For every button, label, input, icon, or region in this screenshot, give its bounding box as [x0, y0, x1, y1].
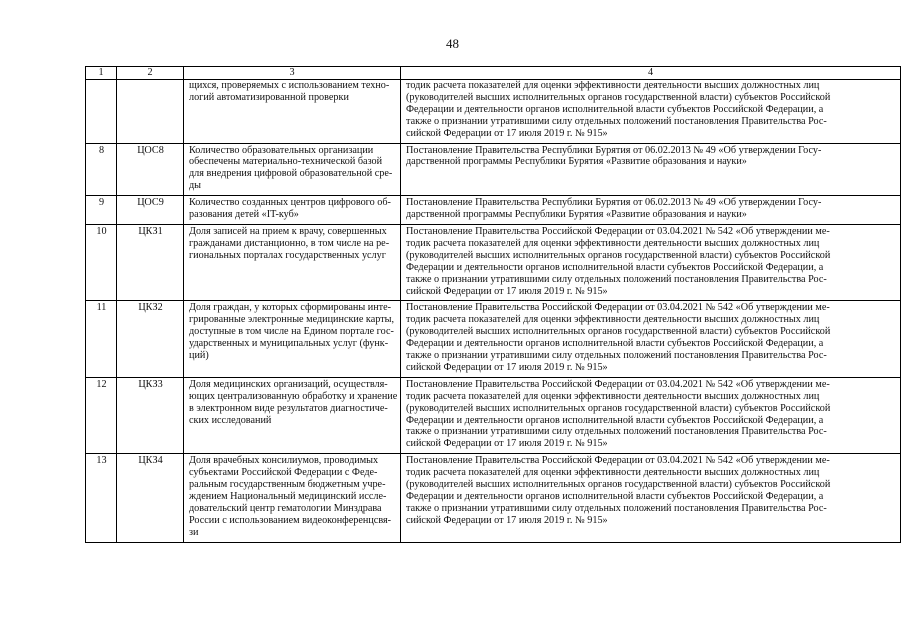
indicator-name: [184, 377, 401, 453]
legal-basis: [401, 454, 901, 542]
row-number: 9: [86, 196, 117, 225]
indicator-name: [184, 454, 401, 542]
indicator-name-line: Доля медицинских организаций, осуществля-: [189, 378, 388, 390]
legal-basis: [401, 377, 901, 453]
indicator-code: ЦОС9: [117, 196, 184, 225]
header-row: [86, 67, 901, 80]
indicator-name-line: разования детей «IT-куб»: [189, 209, 299, 221]
indicator-name-line: Количество образовательных организации: [189, 144, 374, 156]
table-row: [86, 224, 901, 300]
indicator-name-line: грированные электронные медицинские карты,: [189, 314, 395, 326]
indicator-name-line: обеспечены материально-технической базой: [189, 156, 383, 168]
legal-basis-line: (руководителей высших исполнительных органов государственной власти) субъектов Российской: [406, 91, 831, 103]
legal-basis-line: дарственной программы Республики Бурятия «Развитие образования и науки»: [406, 156, 747, 168]
indicator-name: [184, 143, 401, 196]
indicator-name-line: гражданами дистанционно, в том числе на ре-: [189, 237, 390, 249]
row-number: 8: [86, 143, 117, 196]
indicator-name: [184, 80, 401, 144]
legal-basis-line: также о признании утратившими силу отдельных положений постановления Правительства Рос-: [406, 426, 827, 438]
legal-basis: [401, 80, 901, 144]
legal-basis-line: Постановление Правительства Российской Федерации от 03.04.2021 № 542 «Об утверждении ме-: [406, 302, 830, 314]
legal-basis-line: тодик расчета показателей для оценки эффективности деятельности высших должностных лиц: [406, 80, 820, 91]
indicator-code: ЦКЗ2: [117, 301, 184, 377]
page-number: 48: [446, 36, 459, 51]
row-number: 11: [86, 301, 117, 377]
legal-basis-line: тодик расчета показателей для оценки эффективности деятельности высших должностных лиц: [406, 467, 820, 479]
table-row: [86, 377, 901, 453]
table-row: [86, 80, 901, 144]
table-row: [86, 143, 901, 196]
indicator-name-line: в электронном виде результатов диагностиче-: [189, 402, 388, 414]
legal-basis-line: также о признании утратившими силу отдельных положений постановления Правительства Рос-: [406, 273, 827, 285]
legal-basis-line: Федерации и деятельности органов исполнительной власти субъектов Российской Федерации, а: [406, 103, 824, 115]
legal-basis-line: (руководителей высших исполнительных органов государственной власти) субъектов Российской: [406, 249, 831, 261]
legal-basis: [401, 224, 901, 300]
indicator-name-line: ударственных и муниципальных услуг (функ-: [189, 338, 389, 350]
header-cell: 2: [117, 67, 184, 80]
legal-basis-line: Федерации и деятельности органов исполнительной власти субъектов Российской Федерации, а: [406, 338, 824, 350]
legal-basis-line: сийской Федерации от 17 июля 2019 г. № 915»: [406, 285, 608, 297]
legal-basis-line: Постановление Правительства Республики Бурятия от 06.02.2013 № 49 «Об утверждении Госу-: [406, 197, 822, 209]
row-number: 12: [86, 377, 117, 453]
table-row: [86, 196, 901, 225]
legal-basis-line: сийской Федерации от 17 июля 2019 г. № 915»: [406, 361, 608, 373]
legal-basis-line: Постановление Правительства Российской Федерации от 03.04.2021 № 542 «Об утверждении ме-: [406, 225, 830, 237]
indicators-table: [85, 66, 901, 543]
legal-basis: [401, 143, 901, 196]
legal-basis-line: Федерации и деятельности органов исполнительной власти субъектов Российской Федерации, а: [406, 261, 824, 273]
indicator-name-line: гиональных порталах государственных услуг: [189, 249, 386, 261]
indicator-code: ЦКЗ4: [117, 454, 184, 542]
row-number: 10: [86, 224, 117, 300]
indicator-name-line: доступные в том числе на Едином портале гос-: [189, 326, 394, 338]
header-cell: 4: [401, 67, 901, 80]
header-cell: 1: [86, 67, 117, 80]
legal-basis-line: тодик расчета показателей для оценки эффективности деятельности высших должностных лиц: [406, 314, 820, 326]
row-number: 13: [86, 454, 117, 542]
legal-basis: [401, 301, 901, 377]
legal-basis-line: тодик расчета показателей для оценки эффективности деятельности высших должностных лиц: [406, 390, 820, 402]
legal-basis-line: (руководителей высших исполнительных органов государственной власти) субъектов Российской: [406, 479, 831, 491]
indicator-name-line: ральным государственным бюджетным учре-: [189, 479, 386, 491]
table-row: [86, 454, 901, 542]
legal-basis-line: также о признании утратившими силу отдельных положений постановления Правительства Рос-: [406, 502, 827, 514]
indicator-name-line: ций): [189, 350, 209, 362]
indicator-name-line: ских исследований: [189, 414, 272, 426]
legal-basis-line: Федерации и деятельности органов исполнительной власти субъектов Российской Федерации, а: [406, 414, 824, 426]
legal-basis-line: Постановление Правительства Российской Федерации от 03.04.2021 № 542 «Об утверждении ме-: [406, 455, 830, 467]
indicator-code: ЦКЗ1: [117, 224, 184, 300]
legal-basis-line: Постановление Правительства Республики Бурятия от 06.02.2013 № 49 «Об утверждении Госу-: [406, 144, 822, 156]
legal-basis: [401, 196, 901, 225]
indicator-name-line: для внедрения цифровой образовательной сре-: [189, 168, 393, 180]
indicator-name-line: ждением Национальный медицинский иссле-: [189, 491, 387, 502]
indicator-name: [184, 301, 401, 377]
indicator-name-line: субъектами Российской Федерации с Феде-: [189, 467, 378, 479]
legal-basis-line: также о признании утратившими силу отдельных положений постановления Правительства Рос-: [406, 115, 827, 127]
indicator-name-line: логий автоматизированной проверки: [189, 91, 349, 103]
indicator-name-line: России с использованием видеоконференцсвя-: [189, 514, 392, 526]
legal-basis-line: дарственной программы Республики Бурятия «Развитие образования и науки»: [406, 209, 747, 221]
indicator-name-line: Количество созданных центров цифрового об-: [189, 197, 391, 209]
indicator-name-line: Доля врачебных консилиумов, проводимых: [189, 455, 379, 467]
legal-basis-line: сийской Федерации от 17 июля 2019 г. № 915»: [406, 127, 608, 139]
indicator-code: [117, 80, 184, 144]
indicator-name-line: зи: [189, 526, 199, 538]
legal-basis-line: сийской Федерации от 17 июля 2019 г. № 915»: [406, 514, 608, 526]
row-number: [86, 80, 117, 144]
legal-basis-line: (руководителей высших исполнительных органов государственной власти) субъектов Российской: [406, 402, 831, 414]
indicator-name-line: щихся, проверяемых с использованием техно-: [189, 80, 390, 91]
indicator-code: ЦОС8: [117, 143, 184, 196]
legal-basis-line: также о признании утратившими силу отдельных положений постановления Правительства Рос-: [406, 350, 827, 362]
header-cell: 3: [184, 67, 401, 80]
indicator-name: [184, 224, 401, 300]
legal-basis-line: тодик расчета показателей для оценки эффективности деятельности высших должностных лиц: [406, 237, 820, 249]
legal-basis-line: (руководителей высших исполнительных органов государственной власти) субъектов Российской: [406, 326, 831, 338]
legal-basis-line: Постановление Правительства Российской Федерации от 03.04.2021 № 542 «Об утверждении ме-: [406, 378, 830, 390]
indicator-name-line: ды: [189, 180, 202, 192]
indicator-name: [184, 196, 401, 225]
indicator-name-line: Доля граждан, у которых сформированы инте-: [189, 302, 392, 314]
indicator-name-line: ющих централизованную обработку и хранение: [189, 390, 398, 402]
legal-basis-line: Федерации и деятельности органов исполнительной власти субъектов Российской Федерации, а: [406, 491, 824, 502]
legal-basis-line: сийской Федерации от 17 июля 2019 г. № 915»: [406, 438, 608, 450]
indicator-code: ЦКЗ3: [117, 377, 184, 453]
indicator-name-line: Доля записей на прием к врачу, совершенных: [189, 225, 387, 237]
table-row: [86, 301, 901, 377]
indicator-name-line: довательский центр гематологии Минздрава: [189, 502, 382, 514]
